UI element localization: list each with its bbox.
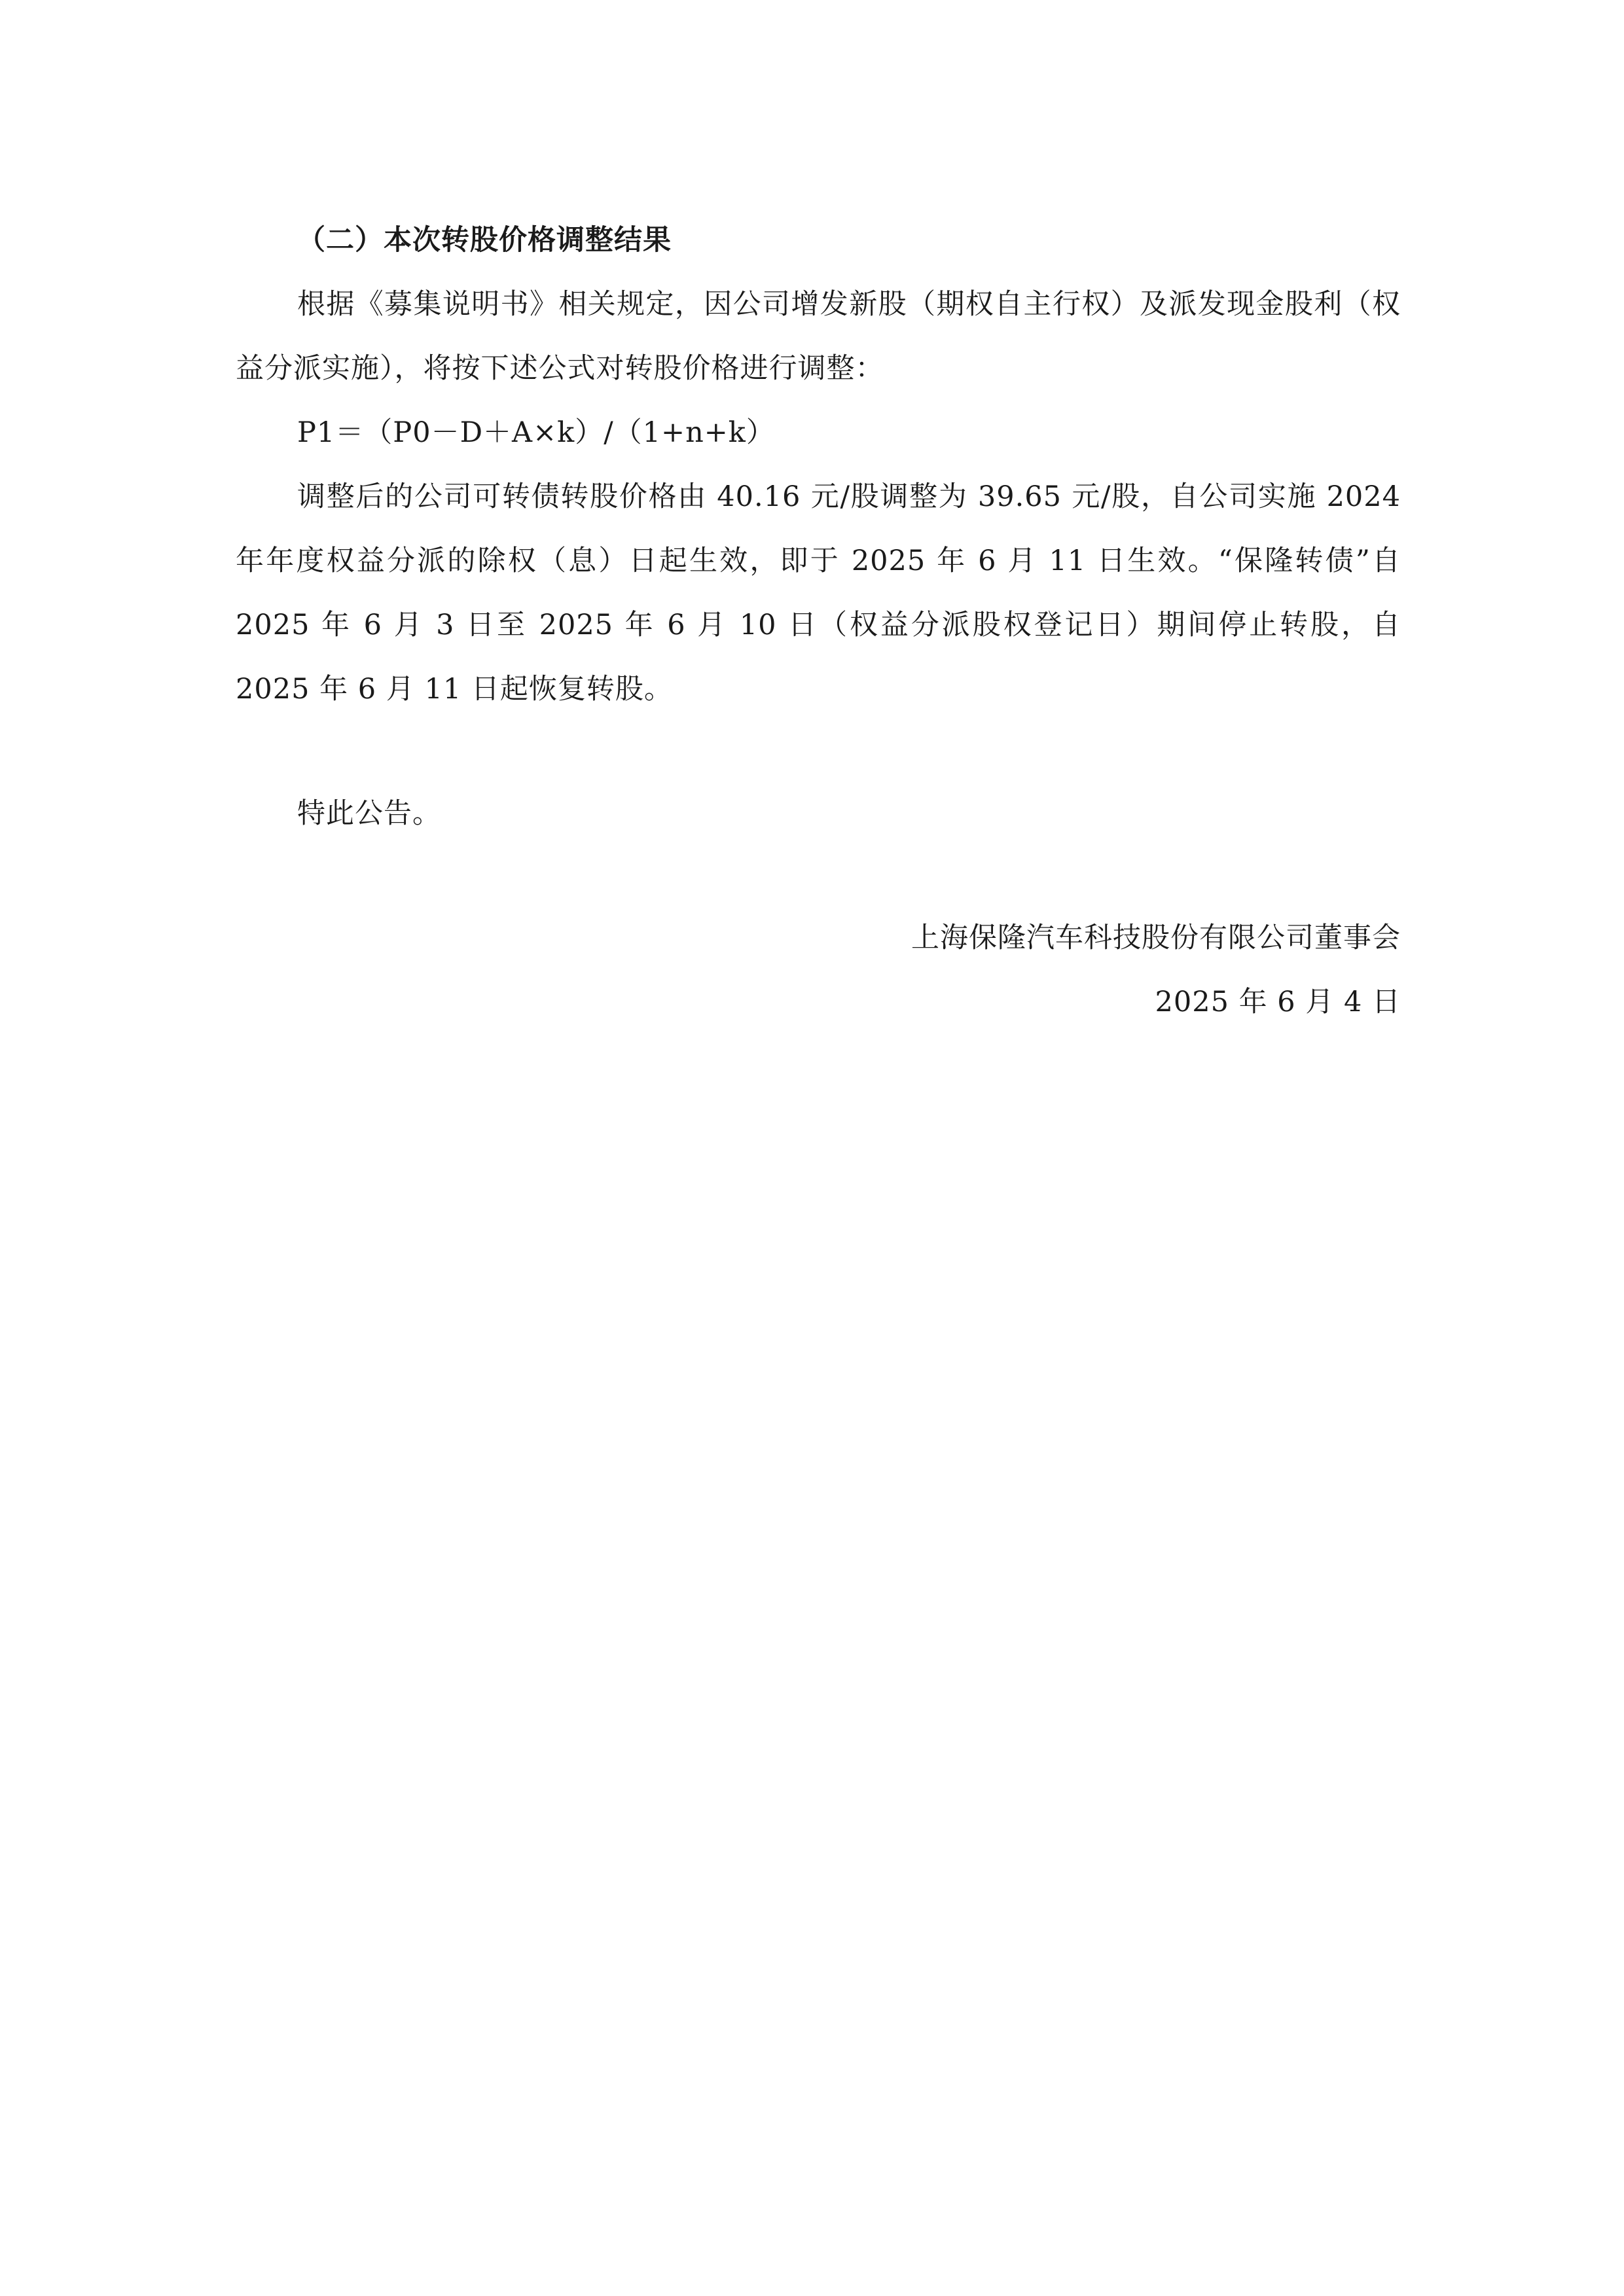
section-heading: （二）本次转股价格调整结果 — [297, 224, 672, 257]
paragraph-adjustment-basis: 根据《募集说明书》相关规定，因公司增发新股（期权自主行权）及派发现金股利（权益分派实施），将按下述公式对转股价格进行调整： — [236, 288, 1401, 385]
signature-date: 2025 年 6 月 4 日 — [1155, 986, 1401, 1018]
adjustment-formula: P1＝（P0－D＋A×k）/（1+n+k） — [297, 416, 775, 449]
closing-statement: 特此公告。 — [297, 797, 441, 830]
paragraph-adjustment-result: 调整后的公司可转债转股价格由 40.16 元/股调整为 39.65 元/股，自公司实施 2024 年年度权益分派的除权（息）日起生效，即于 2025 年 6 月 11 日生效。“保隆转债”自 2025 年 6 月 3 日至 2025 年 6 月 10 日（权益分派股权登记日）期间停止转股，自 2025 年 6 月 11 日起恢复转股。 — [236, 480, 1401, 706]
signature-company: 上海保隆汽车科技股份有限公司董事会 — [911, 922, 1401, 954]
document-body — [236, 208, 1401, 1034]
